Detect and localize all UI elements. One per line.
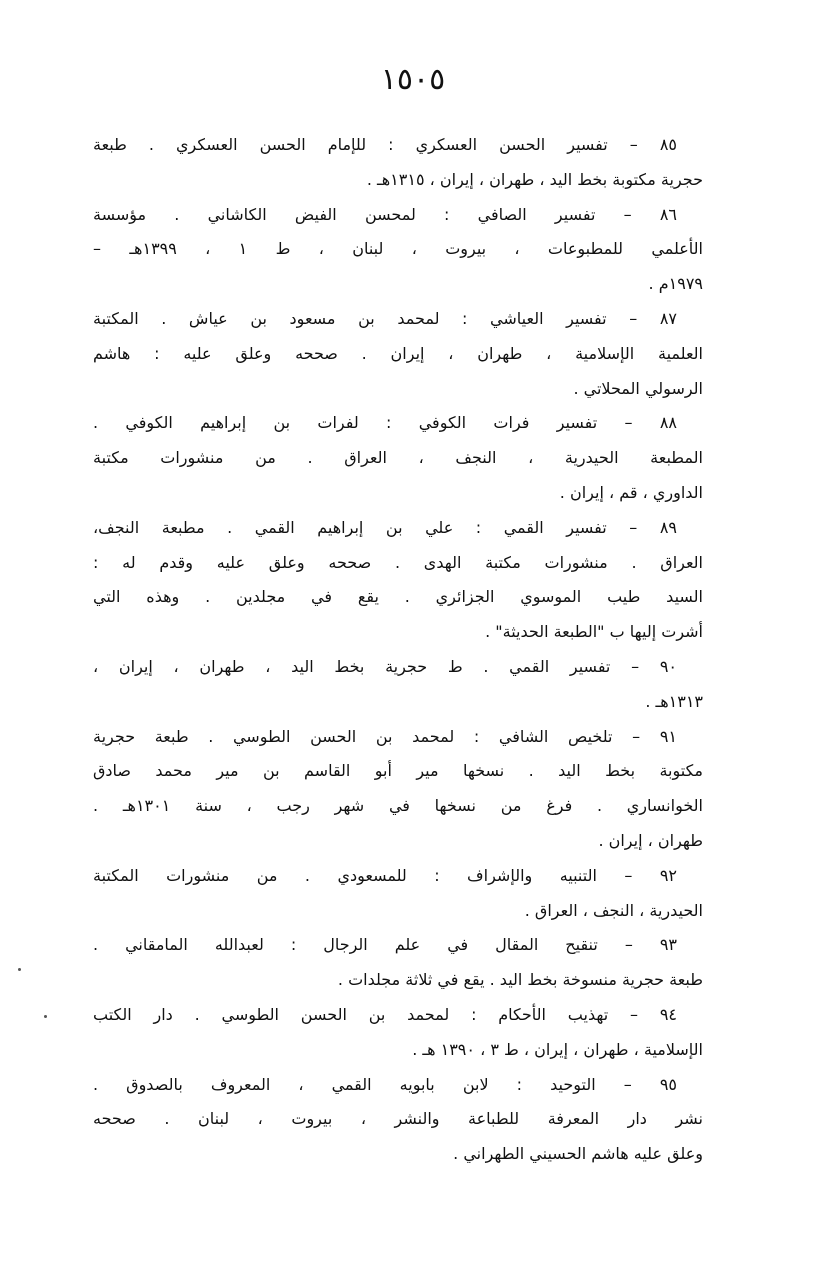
- text-line: الحيدرية ، النجف ، العراق .: [524, 900, 703, 920]
- text-line: وعلق عليه هاشم الحسيني الطهراني .: [453, 1144, 703, 1164]
- text-line: السيد طيب الموسوي الجزائري . يقع في مجلدين . وهذه التي: [93, 587, 703, 607]
- text-line: ٩٣ – تنقيح المقال في علم الرجال : لعبدالله المامقاني .: [93, 935, 677, 955]
- text-line: الإسلامية ، طهران ، إيران ، ط ٣ ، ١٣٩٠ هـ .: [412, 1039, 703, 1059]
- text-line: الداوري ، قم ، إيران .: [559, 482, 703, 502]
- text-line: طبعة حجرية منسوخة بخط اليد . يقع في ثلاثة مجلدات .: [337, 970, 703, 990]
- text-line: ٨٩ – تفسير القمي : علي بن إبراهيم القمي . مطبعة النجف،: [93, 517, 677, 537]
- text-line: ٩٠ – تفسير القمي . ط حجرية بخط اليد ، طهران ، إيران ،: [93, 656, 677, 676]
- text-line: ٨٨ – تفسير فرات الكوفي : لفرات بن إبراهيم الكوفي .: [93, 413, 677, 433]
- text-line: نشر دار المعرفة للطباعة والنشر ، بيروت ، لبنان . صححه: [93, 1109, 703, 1129]
- text-line: العلمية الإسلامية ، طهران ، إيران . صححه وعلق عليه : هاشم: [93, 343, 703, 363]
- text-line: الأعلمي للمطبوعات ، بيروت ، لبنان ، ط ١ ، ١٣٩٩هـ –: [93, 239, 703, 259]
- text-line: حجرية مكتوبة بخط اليد ، طهران ، إيران ، ١٣١٥هـ .: [366, 169, 703, 189]
- text-line: ٨٥ – تفسير الحسن العسكري : للإمام الحسن العسكري . طبعة: [93, 135, 677, 154]
- text-line: ٩٤ – تهذيب الأحكام : لمحمد بن الحسن الطوسي . دار الكتب: [93, 1004, 677, 1024]
- text-line: ٩٢ – التنبيه والإشراف : للمسعودي . من منشورات المكتبة: [93, 865, 677, 885]
- text-line: الخوانساري . فرغ من نسخها في شهر رجب ، سنة ١٣٠١هـ .: [93, 796, 703, 816]
- text-line: طهران ، إيران .: [598, 830, 703, 850]
- text-line: الرسولي المحلاتي .: [573, 378, 703, 398]
- text-line: مكتوبة بخط اليد . نسخها مير أبو القاسم بن مير محمد صادق: [93, 761, 703, 781]
- text-line: ٨٦ – تفسير الصافي : لمحسن الفيض الكاشاني . مؤسسة: [93, 204, 677, 224]
- text-line: أشرت إليها ب "الطبعة الحديثة" .: [485, 622, 703, 642]
- text-line: ٨٧ – تفسير العياشي : لمحمد بن مسعود بن عياش . المكتبة: [93, 308, 677, 328]
- page-number: ١٥٠٥: [380, 62, 446, 97]
- text-line: العراق . منشورات مكتبة الهدى . صححه وعلق عليه وقدم له :: [93, 552, 703, 572]
- bibliography-entries: [93, 128, 703, 1172]
- text-line: المطبعة الحيدرية ، النجف ، العراق . من منشورات مكتبة: [93, 448, 703, 468]
- text-line: ٩٥ – التوحيد : لابن بابويه القمي ، المعروف بالصدوق .: [93, 1074, 677, 1094]
- scan-speck: [18, 968, 21, 971]
- scan-speck: [44, 1015, 47, 1018]
- text-line: ٩١ – تلخيص الشافي : لمحمد بن الحسن الطوسي . طبعة حجرية: [93, 726, 677, 746]
- text-line: ١٩٧٩م .: [648, 274, 703, 294]
- text-line: ١٣١٣هـ .: [645, 691, 703, 711]
